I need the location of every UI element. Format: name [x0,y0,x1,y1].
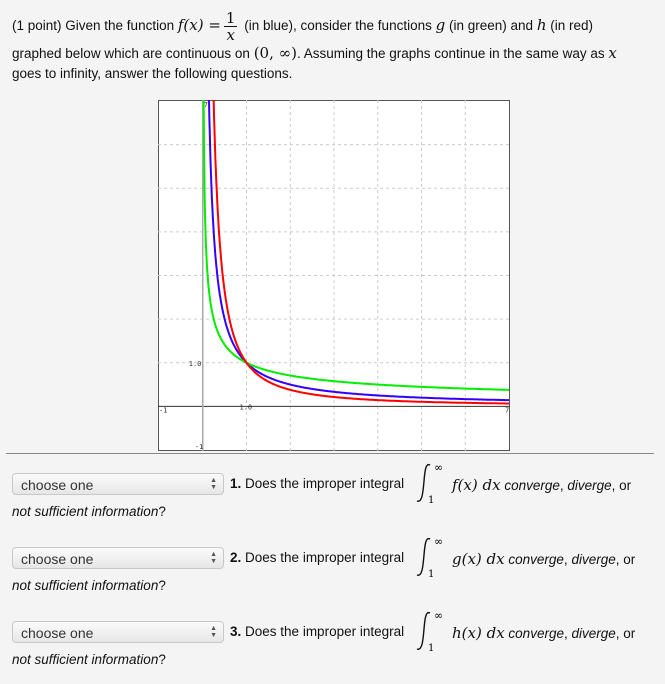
select-value: choose one [21,477,94,493]
function-h: h [536,16,547,35]
intro-text: (1 point) Given the function [12,18,175,34]
lower-limit: 1 [428,569,435,579]
or-text: , or [615,626,636,641]
question-mark: ? [158,578,166,593]
intro-text: graphed below which are continuous on [12,46,250,61]
question-label: Does the improper integral [245,476,405,491]
x-tick-max: 7 [505,406,510,415]
question-number: 1. [230,476,242,491]
upper-limit: ∞ [434,461,444,474]
integral-sign-icon [412,609,452,653]
option-diverge: diverge [567,478,612,493]
question-number: 2. [230,550,242,565]
variable-x: x [608,44,617,62]
select-value: choose one [21,551,94,567]
answer-select[interactable] [12,621,224,643]
question-number: 3. [230,624,242,639]
question-tail: h(x) dx converge, diverge, or [452,624,636,642]
function-f: f(x) = [177,16,221,35]
answer-select[interactable] [12,473,224,495]
option-diverge: diverge [571,626,616,641]
y-tick-max: 7 [203,101,208,109]
integral-sign-icon [412,461,452,505]
function-graph [158,100,510,451]
select-arrows-icon: ▲ ▼ [210,477,217,491]
upper-limit: ∞ [434,609,444,622]
option-converge: converge [504,478,560,493]
x-tick-min: -1 [159,406,168,415]
intro-text: (in blue), consider the functions [244,18,432,34]
intro-text: . Assuming the graphs continue in the same way as [296,46,605,61]
x-tick-1: 1.0 [239,403,253,412]
problem-statement [12,10,657,84]
option-diverge: diverge [571,552,616,567]
option-not-sufficient: not sufficient information [12,578,159,593]
option-converge: converge [508,552,564,567]
question-label: Does the improper integral [245,624,405,639]
or-text: , or [611,478,632,493]
or-text: , or [615,552,636,567]
question-tail: g(x) dx converge, diverge, or [452,550,636,568]
integral-sign-icon [412,535,452,579]
integrand: f(x) dx [452,476,501,494]
question-line2 [12,578,166,593]
fraction [224,10,238,43]
intro-text: (in green) and [448,18,534,34]
question-label: Does the improper integral [245,550,405,565]
select-value: choose one [21,625,94,641]
option-converge: converge [508,626,564,641]
option-not-sufficient: not sufficient information [12,652,159,667]
y-tick-min: -1 [194,443,204,451]
question-text [230,550,404,565]
y-tick-1: 1.0 [188,359,202,368]
select-arrows-icon: ▲ ▼ [210,625,217,639]
select-arrows-icon: ▲ ▼ [210,551,217,565]
numerator: 1 [225,9,236,27]
question-tail: f(x) dx converge, diverge, or [452,476,632,494]
answer-select[interactable] [12,547,224,569]
interval: (0, ∞) [253,44,297,62]
lower-limit: 1 [428,643,435,653]
integrand: g(x) dx [452,550,505,568]
divider [6,453,654,454]
integrand: h(x) dx [452,624,505,642]
lower-limit: 1 [428,495,435,505]
question-text [230,624,404,639]
intro-text: goes to infinity, answer the following questions. [12,66,293,81]
function-g: g [435,16,446,35]
question-line2 [12,652,166,667]
intro-text: (in red) [550,18,594,34]
question-mark: ? [158,504,166,519]
denominator: x [226,26,235,44]
question-line2 [12,504,166,519]
upper-limit: ∞ [434,535,444,548]
option-not-sufficient: not sufficient information [12,504,159,519]
question-mark: ? [158,652,166,667]
question-text [230,476,404,491]
